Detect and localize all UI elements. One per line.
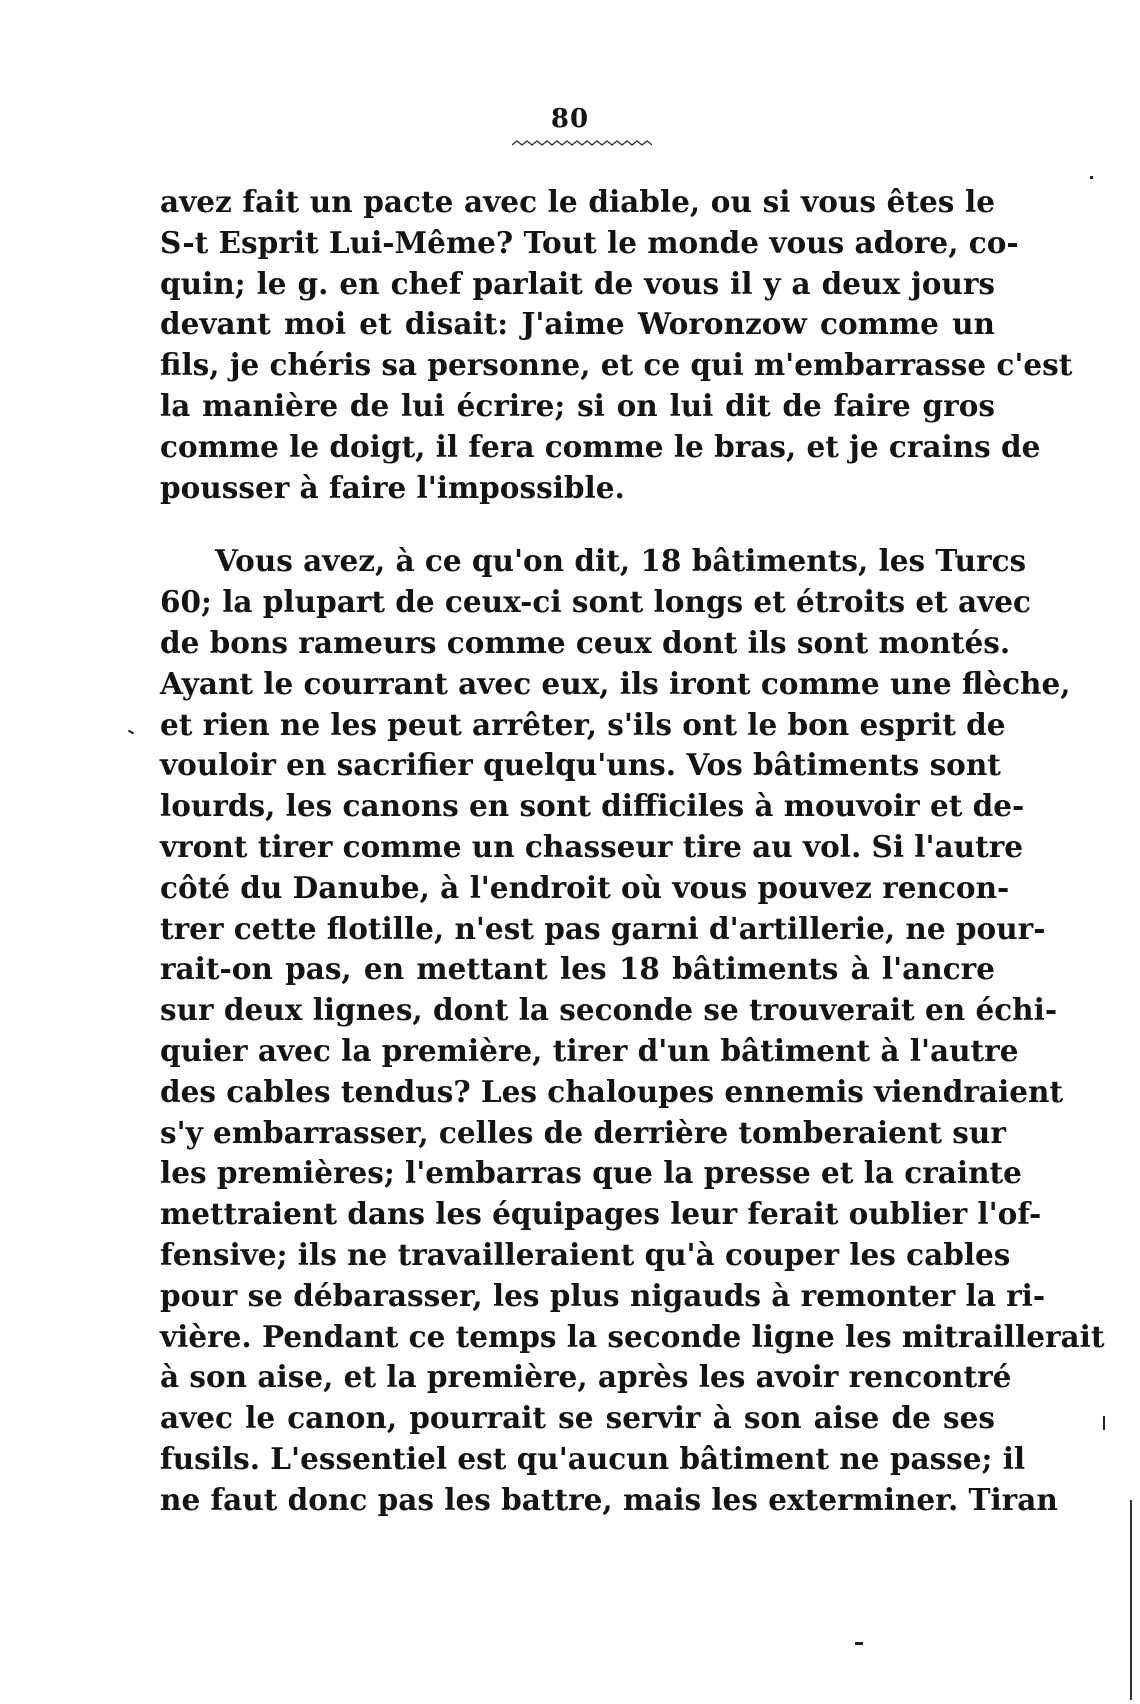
text-line: S-t Esprit Lui-Même? Tout le monde vous adore, co- — [160, 224, 1019, 260]
scan-speck — [128, 730, 134, 735]
scan-speck — [1103, 1416, 1105, 1430]
text-line: Ayant le courrant avec eux, ils iront comme une flèche, — [160, 665, 1071, 701]
text-line: les premières; l'embarras que la presse et la crainte — [160, 1155, 1022, 1191]
paragraph-2 — [160, 541, 1105, 1520]
text-line: s'y embarrasser, celles de derrière tomberaient sur — [160, 1114, 1006, 1150]
page-header — [0, 104, 1140, 134]
header-ornament-rule — [512, 138, 652, 148]
text-line: vière. Pendant ce temps la seconde ligne les mitraillerait — [160, 1318, 1105, 1354]
text-line: de bons rameurs comme ceux dont ils sont montés. — [160, 624, 1011, 660]
text-line: Vous avez, à ce qu'on dit, 18 bâtiments, les Turcs — [215, 543, 1027, 579]
text-line: fensive; ils ne travailleraient qu'à couper les cables — [160, 1236, 1011, 1272]
page-edge-line — [1130, 1500, 1132, 1700]
text-line: trer cette flotille, n'est pas garni d'artillerie, ne pour- — [160, 910, 1046, 946]
text-line: des cables tendus? Les chaloupes ennemis viendraient — [160, 1073, 1064, 1109]
paragraph-1 — [160, 182, 1073, 508]
text-line: mettraient dans les équipages leur ferait oublier l'of- — [160, 1196, 1042, 1232]
scan-speck — [855, 1642, 863, 1645]
text-line: pousser à faire l'impossible. — [160, 469, 625, 505]
text-line: quin; le g. en chef parlait de vous il y a deux jours — [160, 265, 995, 301]
text-line: avez fait un pacte avec le diable, ou si vous êtes le — [160, 184, 995, 219]
body-text — [160, 182, 1105, 1521]
scan-speck — [1090, 176, 1093, 179]
text-line: rait-on pas, en mettant les 18 bâtiments à l'ancre — [160, 951, 995, 987]
text-line: à son aise, et la première, après les avoir rencontré — [160, 1359, 1012, 1395]
text-line: quier avec la première, tirer d'un bâtiment à l'autre — [160, 1032, 1019, 1068]
text-line: 60; la plupart de ceux-ci sont longs et étroits et avec — [160, 584, 1031, 620]
text-line: pour se débarasser, les plus nigauds à remonter la ri- — [160, 1277, 1046, 1313]
text-line: sur deux lignes, dont la seconde se trouverait en échi- — [160, 992, 1058, 1028]
text-line: vouloir en sacrifier quelqu'uns. Vos bâtiments sont — [160, 747, 1001, 783]
text-line: comme le doigt, il fera comme le bras, et je crains de — [160, 428, 1041, 464]
text-line: devant moi et disait: J'aime Woronzow comme un — [160, 306, 995, 342]
paragraph-spacer — [160, 508, 995, 541]
text-line: fusils. L'essentiel est qu'aucun bâtiment ne passe; il — [160, 1440, 1026, 1476]
text-line: la manière de lui écrire; si on lui dit de faire gros — [160, 387, 995, 423]
text-line: ne faut donc pas les battre, mais les exterminer. Tiran — [160, 1481, 1058, 1517]
text-line: lourds, les canons en sont difficiles à mouvoir et de- — [160, 788, 1025, 824]
text-line: côté du Danube, à l'endroit où vous pouvez rencon- — [160, 869, 1010, 905]
text-line: avec le canon, pourrait se servir à son aise de ses — [160, 1400, 995, 1436]
text-line: vront tirer comme un chasseur tire au vol. Si l'autre — [160, 828, 1024, 864]
page-number: 80 — [550, 104, 590, 134]
text-line: et rien ne les peut arrêter, s'ils ont le bon esprit de — [160, 706, 1006, 742]
text-line: fils, je chéris sa personne, et ce qui m'embarrasse c'est — [160, 347, 1073, 383]
